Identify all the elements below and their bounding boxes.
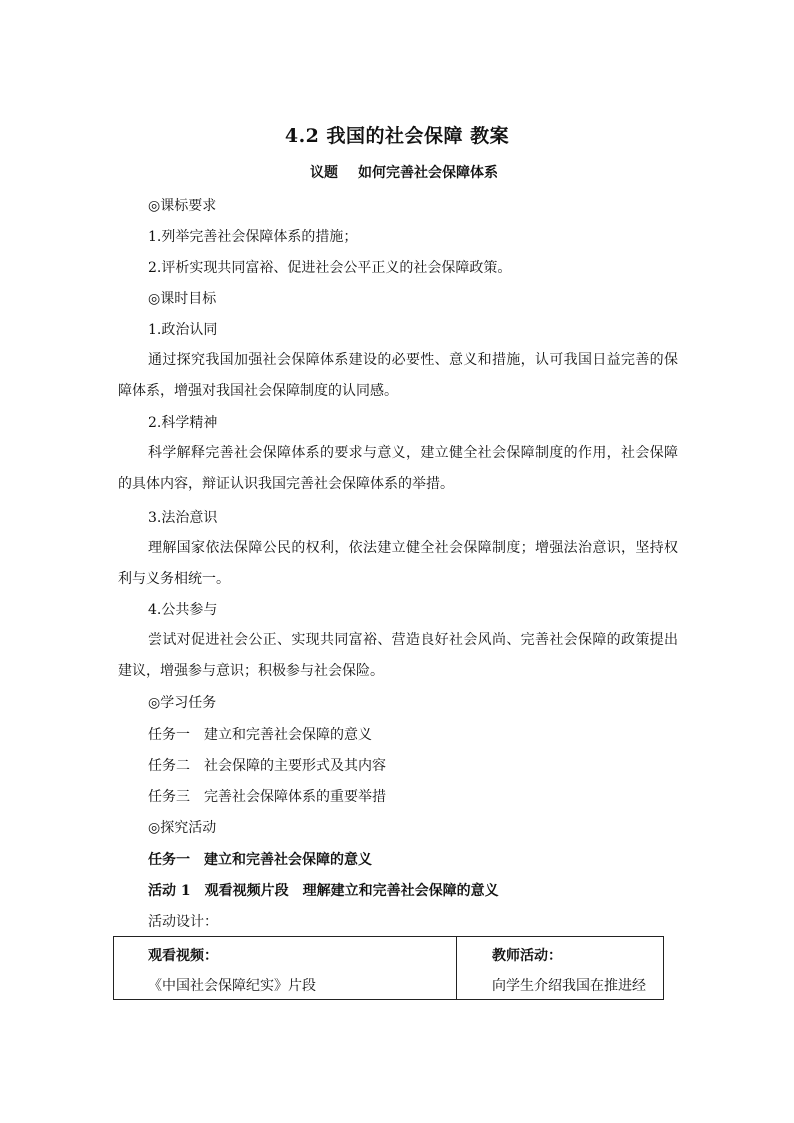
topic-label: 议题 (310, 165, 338, 181)
topic-line (0, 162, 794, 182)
table-right-content: 向学生介绍我国在推进经 (492, 978, 646, 994)
task-label: 任务二 (148, 758, 190, 774)
activity-heading (148, 881, 499, 901)
objective-text: 理解国家依法保障公民的权利，依法建立健全社会保障制度；增强法治意识，坚持权利与义务相统一。 (118, 540, 678, 587)
objective-text: 尝试对促进社会公正、实现共同富裕、营造良好社会风尚、完善社会保障的政策提出建议，增强参与意识；积极参与社会保险。 (118, 632, 678, 679)
activity-label: 活动 1 (148, 883, 191, 899)
activity-design-label: 活动设计： (148, 914, 218, 930)
tasks-heading: ◎学习任务 (148, 695, 217, 711)
standards-item: 1.列举完善社会保障体系的措施； (148, 229, 358, 245)
task-text: 完善社会保障体系的重要举措 (204, 789, 386, 805)
objective-title: 1.政治认同 (148, 322, 218, 338)
activity-task-heading (148, 850, 372, 870)
activity-text: 观看视频片段 理解建立和完善社会保障的意义 (204, 883, 499, 899)
standards-item: 2.评析实现共同富裕、促进社会公平正义的社会保障政策。 (148, 260, 512, 276)
table-left-content: 《中国社会保障纪实》片段 (148, 978, 316, 994)
task-text: 建立和完善社会保障的意义 (204, 727, 372, 743)
objective-text: 通过探究我国加强社会保障体系建设的必要性、意义和措施，认可我国日益完善的保障体系，增强对我国社会保障制度的认同感。 (118, 352, 678, 399)
activity-table (113, 936, 664, 1000)
objective-title: 3.法治意识 (148, 510, 218, 526)
objective-text: 科学解释完善社会保障体系的要求与意义，建立健全社会保障制度的作用，社会保障的具体内容，辩证认识我国完善社会保障体系的举措。 (118, 445, 678, 492)
task-text: 社会保障的主要形式及其内容 (204, 758, 386, 774)
activities-heading: ◎探究活动 (148, 820, 217, 836)
table-divider (456, 937, 457, 999)
task-label: 任务三 (148, 789, 190, 805)
objective-title: 4.公共参与 (148, 602, 218, 618)
table-left-header: 观看视频： (148, 948, 218, 964)
task-item (148, 725, 372, 745)
page-title: 4.2 我国的社会保障 教案 (284, 125, 510, 147)
activity-task-label: 任务一 (148, 852, 190, 868)
activity-task-text: 建立和完善社会保障的意义 (204, 852, 372, 868)
table-right-header: 教师活动： (492, 948, 562, 964)
objective-title: 2.科学精神 (148, 415, 218, 431)
topic-text: 如何完善社会保障体系 (358, 165, 498, 181)
task-item (148, 756, 386, 776)
task-label: 任务一 (148, 727, 190, 743)
standards-heading: ◎课标要求 (148, 198, 217, 214)
objectives-heading: ◎课时目标 (148, 291, 217, 307)
task-item (148, 787, 386, 807)
